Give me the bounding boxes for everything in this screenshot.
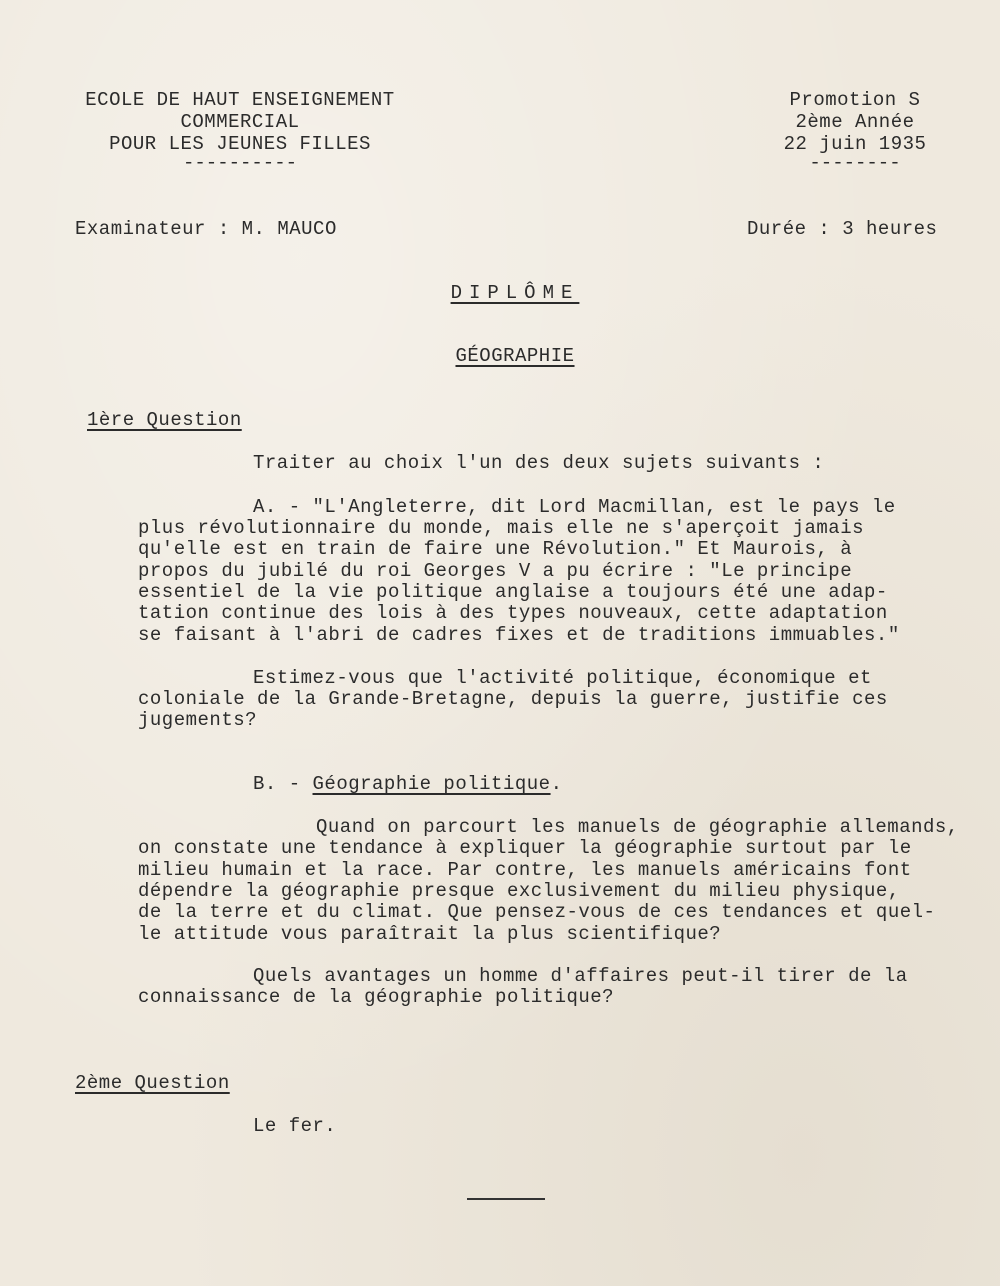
school-name-line2: COMMERCIAL <box>180 111 300 133</box>
examiner: Examinateur : M. MAUCO <box>75 218 337 240</box>
subject-a-line: plus révolutionnaire du monde, mais elle ne s'aperçoit jamais <box>138 517 865 539</box>
subject-b-line: de la terre et du climat. Que pensez-vous de ces tendances et quel- <box>138 901 936 923</box>
question1-intro: Traiter au choix l'un des deux sujets suivants : <box>253 452 825 474</box>
subject-a-line: A. - "L'Angleterre, dit Lord Macmillan, est le pays le <box>253 496 896 518</box>
subject-b-question-line: Quels avantages un homme d'affaires peut-il tirer de la <box>253 965 908 987</box>
subject-title: GÉOGRAPHIE <box>455 345 575 367</box>
subject-b-line: Quand on parcourt les manuels de géographie allemands, <box>316 816 959 838</box>
school-name-line1: ECOLE DE HAUT ENSEIGNEMENT <box>85 89 395 111</box>
question2-body: Le fer. <box>253 1115 337 1137</box>
subject-b-prefix: B. - <box>253 773 313 795</box>
subject-b-suffix: . <box>550 773 563 795</box>
closing-rule <box>467 1198 545 1200</box>
subject-b-line: on constate une tendance à expliquer la géographie surtout par le <box>138 837 912 859</box>
subject-b-title: Géographie politique <box>312 773 551 795</box>
diplome-title: DIPLÔME <box>450 282 580 304</box>
school-name-line3: POUR LES JEUNES FILLES <box>109 133 371 155</box>
subject-a-line: qu'elle est en train de faire une Révolution." Et Maurois, à <box>138 538 853 560</box>
subject-a-line: propos du jubilé du roi Georges V a pu écrire : "Le principe <box>138 560 853 582</box>
subject-a-question-line: jugements? <box>138 709 258 731</box>
subject-b-line: le attitude vous paraîtrait la plus scientifique? <box>138 923 722 945</box>
subject-a-line: se faisant à l'abri de cadres fixes et de traditions immuables." <box>138 624 900 646</box>
question2-heading: 2ème Question <box>75 1072 230 1094</box>
subject-b-line: milieu humain et la race. Par contre, les manuels américains font <box>138 859 912 881</box>
subject-a-line: essentiel de la vie politique anglaise a toujours été une adap- <box>138 581 888 603</box>
promotion: Promotion S <box>789 89 921 111</box>
school-rule: ---------- <box>182 152 298 174</box>
date-rule: -------- <box>809 152 901 174</box>
subject-b-heading <box>253 774 562 795</box>
year: 2ème Année <box>795 111 915 133</box>
subject-b-question-line: connaissance de la géographie politique? <box>138 986 615 1008</box>
subject-a-line: tation continue des lois à des types nouveaux, cette adaptation <box>138 602 888 624</box>
exam-date: 22 juin 1935 <box>783 133 927 155</box>
subject-b-line: dépendre la géographie presque exclusivement du milieu physique, <box>138 880 900 902</box>
subject-a-question-line: Estimez-vous que l'activité politique, économique et <box>253 667 872 689</box>
duration: Durée : 3 heures <box>747 218 938 240</box>
question1-heading: 1ère Question <box>87 409 242 431</box>
subject-a-question-line: coloniale de la Grande-Bretagne, depuis la guerre, justifie ces <box>138 688 888 710</box>
